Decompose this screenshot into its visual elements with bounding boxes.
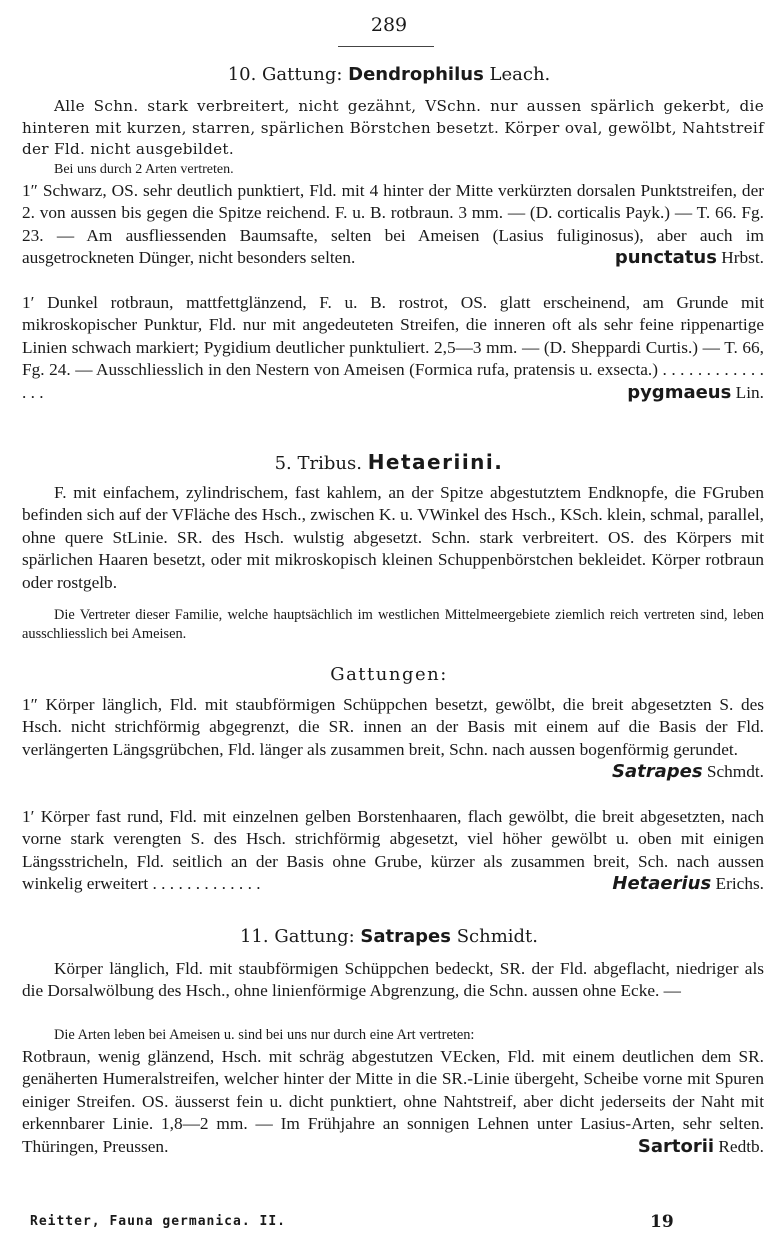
species-name: pygmaeus — [627, 381, 732, 403]
species-name: punctatus — [614, 247, 717, 269]
tribe-note: Die Vertreter dieser Familie, welche hauptsächlich im westlichen Mittelmeergebiete ziemlich reich vertreten sind, leben ausschliesslich bei Ameisen. — [22, 607, 764, 643]
species-name: Sartorii — [637, 1135, 715, 1157]
tribe-description: F. mit einfachem, zylindrischem, fast kahlem, an der Spitze abgestutztem Endknopfe, die FGruben befinden sich auf der VFläche des Hsch., zwischen K. u. VWinkel des Hsch., KSch. klein, schmal, parallel, ohne quere StLinie. SR. des Hsch. wulstig abgesetzt. Schn. stark verbreitert. OS. des Körpers mit spärlichen Haaren besetzt, oder mit mikroskopisch kleinen Schuppenbörstchen bekleidet. Körper rotbraun oder rostgelb. — [22, 483, 764, 592]
genus-key-couplet-1b — [22, 806, 764, 896]
page-number: 289 — [370, 14, 408, 36]
genus-key-couplet-1a — [22, 694, 764, 784]
tribe-number: 5. Tribus. — [274, 453, 362, 474]
genus-name: Hetaerius — [612, 873, 712, 895]
species-description — [22, 1046, 764, 1158]
genus-name: Satrapes — [611, 761, 703, 783]
tribe-heading — [0, 450, 778, 474]
genus-name: Dendrophilus — [348, 64, 484, 85]
key-couplet-1b — [22, 292, 764, 404]
genus-number: 11. Gattung: — [239, 926, 355, 947]
genus-name: Satrapes — [360, 926, 451, 947]
genus-note: Bei uns durch 2 Arten vertreten. — [54, 162, 234, 177]
genus-author: Leach. — [489, 64, 551, 85]
footer-sheet-number: 19 — [650, 1212, 674, 1232]
header-rule — [338, 46, 434, 47]
genus-description: Körper länglich, Fld. mit staubförmigen Schüppchen bedeckt, SR. der Fld. abgeflacht, niedriger als die Dorsalwölbung des Hsch., ohne linienförmige Abgrenzung, die Schn. aussen ohne Ecke. — — [22, 959, 764, 1001]
species-text: Rotbraun, wenig glänzend, Hsch. mit schräg abgestutzen VEcken, Fld. mit einem deutlichen dem SR. genäherten Humeralstreifen, welcher hinter der Mitte in die SR.-Linie übergeht, Scheibe vorne mit Spuren einiger Streifen. OS. äusserst fein u. dicht punktiert, ohne Nahtstreif, aber dicht jederseits der Naht mit erkennbarer Linie. 1,8—2 mm. — Im Frühjahre an sonnigen Lehnen unter Lasius-Arten, sehr selten. Thüringen, Preussen. — [22, 1047, 764, 1156]
key-text: 1″ Körper länglich, Fld. mit staubförmigen Schüppchen besetzt, gewölbt, die breit abgesetzten S. des Hsch. nicht strichförmig abgegrenzt, die SR. innen an der Basis mit einem auf die Basis der Fld. verlängerten Längsgrübchen, Fld. länger als zusammen breit, Schn. nach aussen bogenförmig gerundet. — [22, 695, 764, 759]
species-author: Lin. — [735, 382, 764, 402]
genus-author: Schmdt. — [706, 762, 764, 782]
key-couplet-1a — [22, 180, 764, 270]
genus-author: Schmidt. — [456, 926, 539, 947]
genus-heading-satrapes — [0, 926, 778, 947]
tribe-name: Hetaeriini. — [367, 450, 504, 474]
genus-note: Die Arten leben bei Ameisen u. sind bei uns nur durch eine Art vertreten: — [54, 1027, 475, 1043]
genus-heading-dendrophilus — [0, 64, 778, 85]
key-text: 1′ Körper fast rund, Fld. mit einzelnen gelben Borstenhaaren, flach gewölbt, die breit abgesetzten, nach vorne stark verengten S. des Hsch. strichförmig abgesetzt, viel höher gewölbt u. oben mit einigen Längsstricheln, Fld. seitlich an der Basis ohne Grube, kürzer als zusammen breit, Sch. nach aussen winkelig erweitert . . . . . . . . . . . . . — [22, 807, 764, 894]
key-text: 1″ Schwarz, OS. sehr deutlich punktiert, Fld. mit 4 hinter der Mitte verkürzten dorsalen Punktstreifen, der 2. von aussen bis gegen die Spitze reichend. F. u. B. rotbraun. 3 mm. — (D. corticalis Payk.) — T. 66. Fg. 23. — Am ausfliessenden Baumsafte, selten bei Ameisen (Lasius fuliginosus), aber auch im ausgetrockneten Dünger, nicht besonders selten. — [22, 181, 764, 268]
species-author: Redtb. — [718, 1136, 764, 1156]
genus-author: Erichs. — [715, 874, 764, 894]
genera-key-heading: Gattungen: — [330, 664, 448, 685]
key-text: 1′ Dunkel rotbraun, mattfettglänzend, F. u. B. rostrot, OS. glatt erscheinend, am Grunde mit mikroskopischer Punktur, Fld. nur mit angedeuteten Streifen, die inneren oft als sehr feine rippenartige Linien schwach markiert; Pygidium deutlicher punktuliert. 2,5—3 mm. — (D. Sheppardi Curtis.) — T. 66, Fg. 24. — Ausschliesslich in den Nestern von Ameisen (Formica rufa, pratensis u. exsecta.) . . . . . . . . . . . . . . . — [22, 293, 764, 402]
genus-number: 10. Gattung: — [227, 64, 343, 85]
species-author: Hrbst. — [721, 248, 764, 268]
genus-description: Alle Schn. stark verbreitert, nicht gezähnt, VSchn. nur aussen spärlich gekerbt, die hinteren mit kurzen, starren, spärlichen Börstchen besetzt. Körper oval, gewölbt, Nahtstreif der Fld. nicht ausgebildet. — [22, 97, 764, 158]
footer-signature: Reitter, Fauna germanica. II. — [30, 1214, 286, 1229]
